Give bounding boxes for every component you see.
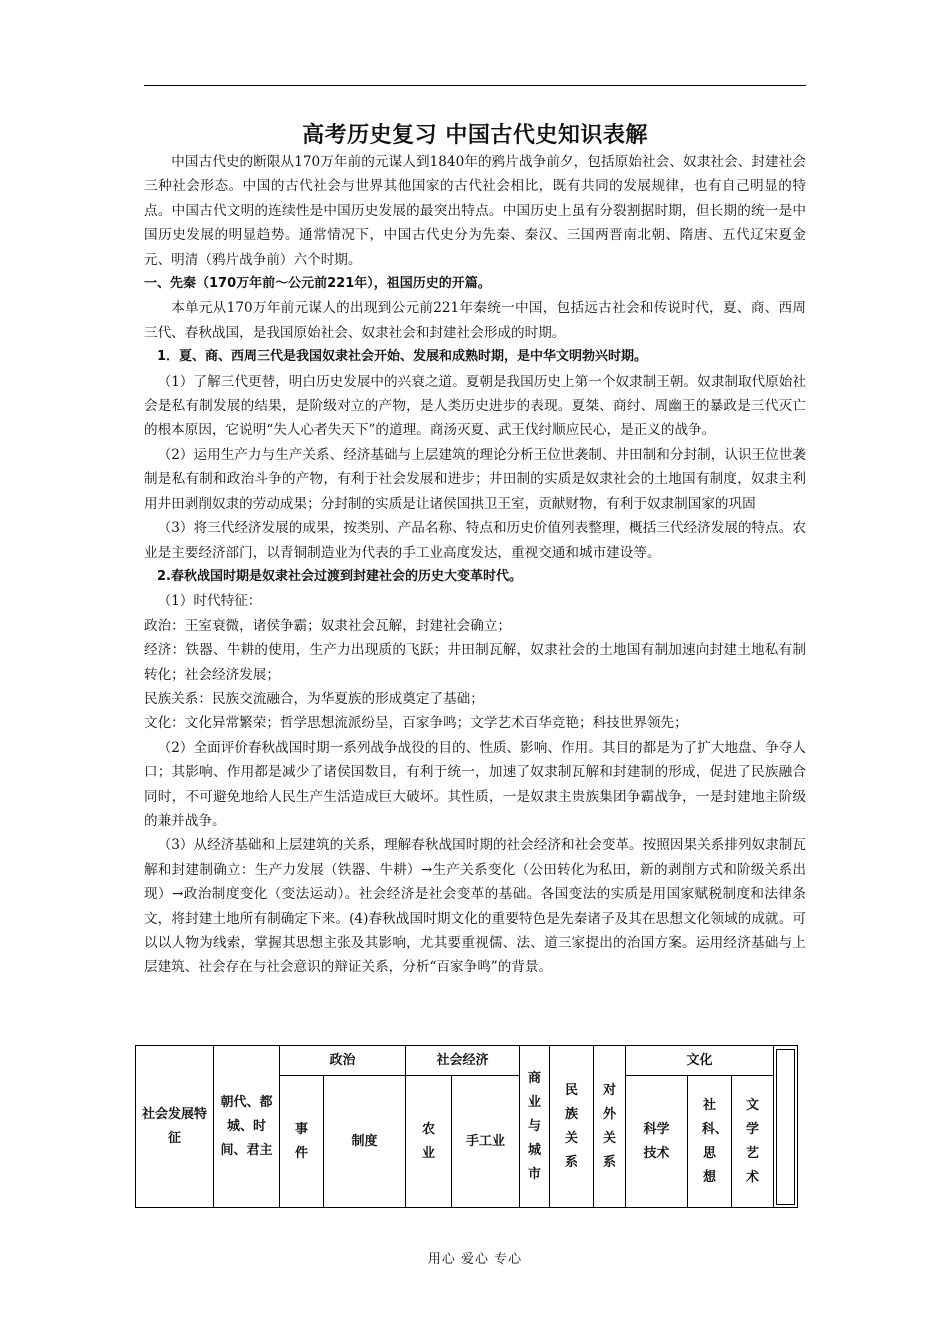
header-social-features: 社会发展特征 <box>136 1046 214 1208</box>
paragraph: 1．夏、商、西周三代是我国奴隶社会开始、发展和成熟时期，是中华文明勃兴时期。 <box>157 349 648 365</box>
header-science: 科学技术 <box>626 1076 688 1208</box>
header-rule <box>144 85 806 86</box>
paragraph: 中国古代史的断限从170万年前的元谋人到1840年的鸦片战争前夕，包括原始社会、奴隶社会、封建社会三种社会形态。中国的古代社会与世界其他国家的古代社会相比，既有共同的发展规律，也有自己明显的特点。中国古代文明的连续性是中国历史发展的最突出特点。中国历史上虽有分裂割据时期，但长期的统一是中国历史发展的明显趋势。通常情况下，中国古代史分为先秦、秦汉、三国两晋南北朝、隋唐、五代辽宋夏金元、明清（鸦片战争前）六个时期。 <box>144 154 806 268</box>
header-culture: 文化 <box>626 1046 774 1076</box>
article-body <box>144 150 806 980</box>
paragraph: 政治：王室衰微，诸侯争霸；奴隶社会瓦解，封建社会确立； <box>144 617 512 634</box>
header-thought: 社科、思想 <box>688 1076 732 1208</box>
paragraph: （2）全面评价春秋战国时期一系列战争战役的目的、性质、影响、作用。其目的都是为了扩大地盘、争夺人口；其影响、作用都是减少了诸侯国数目，有利于统一，加速了奴隶制瓦解和封建制的形成，促进了民族融合同时，不可避免地给人民生产生活造成巨大破坏。其性质，一是奴隶主贵族集团争霸战争，一是封建地主阶级的兼并战争。 <box>144 739 806 829</box>
knowledge-table <box>135 1045 798 1208</box>
paragraph: （1）时代特征： <box>157 593 262 610</box>
header-commerce: 商业与城市 <box>520 1046 550 1208</box>
paragraph: （2）运用生产力与生产关系、经济基础与上层建筑的理论分析王位世袭制、井田制和分封制，认识王位世袭制是私有制和政治斗争的产物，有利于社会发展和进步；井田制的实质是奴隶社会的土地国有制度，奴隶主利用井田剥削奴隶的劳动成果；分封制的实质是让诸侯国拱卫王室，贡献财物，有利于奴隶制国家的巩固 <box>144 446 806 512</box>
header-event: 事件 <box>280 1076 324 1208</box>
paragraph: 经济：铁器、牛耕的使用，生产力出现质的飞跃；井田制瓦解，奴隶社会的土地国有制加速向封建土地私有制转化；社会经济发展； <box>144 642 806 683</box>
header-agriculture: 农业 <box>406 1076 452 1208</box>
header-literature: 文学艺术 <box>732 1076 774 1208</box>
paragraph: 一、先秦（170万年前～公元前221年），祖国历史的开篇。 <box>144 276 491 292</box>
page-title: 高考历史复习 中国古代史知识表解 <box>302 123 648 148</box>
header-dynasty: 朝代、都城、时间、君主 <box>214 1046 280 1208</box>
header-politics: 政治 <box>280 1046 406 1076</box>
paragraph: 文化：文化异常繁荣；哲学思想流派纷呈，百家争鸣；文学艺术百华竞艳；科技世界领先； <box>144 715 688 732</box>
paragraph: 本单元从170万年前元谋人的出现到公元前221年秦统一中国，包括远古社会和传说时代，夏、商、西周三代、春秋战国，是我国原始社会、奴隶社会和封建社会形成的时期。 <box>144 300 806 341</box>
paragraph: （1）了解三代更替，明白历史发展中的兴衰之道。夏朝是我国历史上第一个奴隶制王朝。奴隶制取代原始社会是私有制发展的结果，是阶级对立的产物，是人类历史进步的表现。夏桀、商纣、周幽王的暴政是三代灭亡的根本原因，它说明“失人心者失天下”的道理。商汤灭夏、武王伐纣顺应民心，是正义的战争。 <box>144 373 806 439</box>
page-footer: 用心 爱心 专心 <box>427 1252 523 1267</box>
paragraph: （3）将三代经济发展的成果，按类别、产品名称、特点和历史价值列表整理，概括三代经济发展的特点。农业是主要经济部门，以青铜制造业为代表的手工业高度发达，重视交通和城市建设等。 <box>144 520 806 561</box>
paragraph: 2.春秋战国时期是奴隶社会过渡到封建社会的历史大变革时代。 <box>157 568 522 584</box>
header-economy: 社会经济 <box>406 1046 520 1076</box>
header-handicraft: 手工业 <box>452 1076 520 1208</box>
header-foreign: 对外关系 <box>594 1046 626 1208</box>
paragraph: 民族关系：民族交流融合，为华夏族的形成奠定了基础； <box>144 690 484 707</box>
header-system: 制度 <box>324 1076 406 1208</box>
header-ethnic: 民族关系 <box>550 1046 594 1208</box>
table-edge-decoration <box>774 1046 798 1208</box>
paragraph: （3）从经济基础和上层建筑的关系，理解春秋战国时期的社会经济和社会变革。按照因果关系排列奴隶制瓦解和封建制确立：生产力发展（铁器、牛耕）→生产关系变化（公田转化为私田，新的剥削方式和阶级关系出现）→政治制度变化（变法运动）。社会经济是社会变革的基础。各国变法的实质是用国家赋税制度和法律条文，将封建土地所有制确定下来。(4)春秋战国时期文化的重要特色是先秦诸子及其在思想文化领域的成就。可以以人物为线索，掌握其思想主张及其影响，尤其要重视儒、法、道三家提出的治国方案。运用经济基础与上层建筑、社会存在与社会意识的辩证关系，分析“百家争鸣”的背景。 <box>144 837 806 976</box>
